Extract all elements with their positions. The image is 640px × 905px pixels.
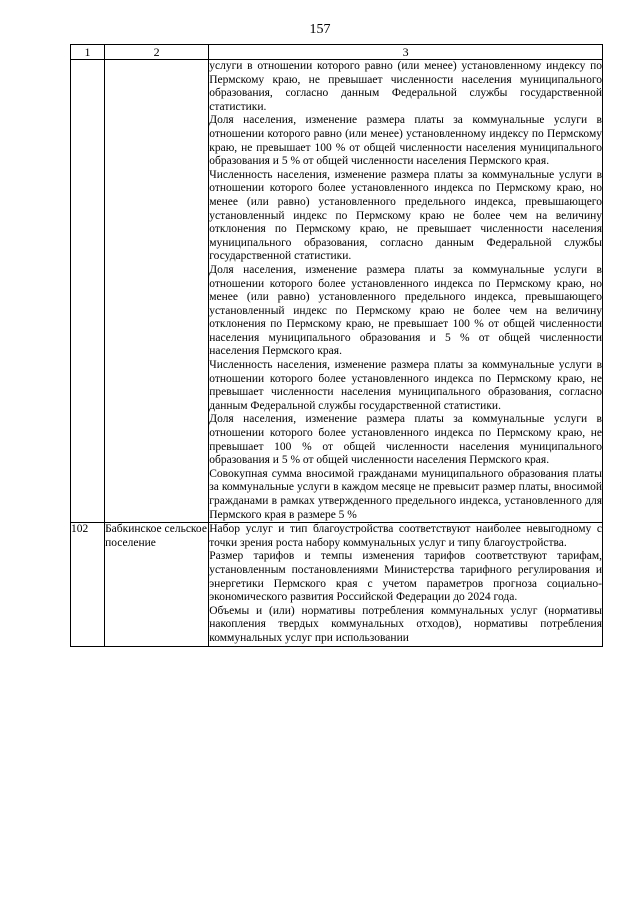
description-paragraph: Набор услуг и тип благоустройства соответствуют наиболее невыгодному с точки зрения роста набору коммунальных услуг и типу благоустройства. xyxy=(209,523,602,549)
settlement-name-cell xyxy=(105,60,209,523)
table-row xyxy=(71,60,603,523)
table-header-row xyxy=(71,45,603,60)
description-paragraph: услуги в отношении которого равно (или менее) установленному индексу по Пермскому краю, не превышает численности населения муниципального образования, согласно данным Федеральной службы государственной статистики. xyxy=(209,60,602,113)
description-paragraph: Доля населения, изменение размера платы за коммунальные услуги в отношении которого более установленного индекса по Пермскому краю, но менее (или равно) установленного предельного индекса, превышающего установленный индекс по Пермскому краю не более чем на величину отклонения по Пермскому краю, не превышает 100 % от общей численности населения муниципального образования и 5 % от общей численности населения Пермского края. xyxy=(209,263,602,358)
table-row xyxy=(71,523,603,646)
description-paragraph: Совокупная сумма вносимой гражданами муниципального образования платы за коммунальные услуги в каждом месяце не превысит размер платы, вносимой гражданами в рамках утвержденного предельного индекса, установленного для Пермского края в размере 5 % xyxy=(209,467,602,521)
description-paragraph: Объемы и (или) нормативы потребления коммунальных услуг (нормативы накопления твердых коммунальных отходов), нормативы потребления коммунальных услуг при использовании xyxy=(209,604,602,644)
settlement-name-cell: Бабкинское сельское поселение xyxy=(105,523,209,646)
document-table xyxy=(70,44,603,647)
row-number-cell xyxy=(71,60,105,523)
row-number-cell: 102 xyxy=(71,523,105,646)
description-paragraph: Численность населения, изменение размера платы за коммунальные услуги в отношении которого более установленного индекса по Пермскому краю, не превышает численности населения муниципального образования, согласно данным Федеральной службы государственной статистики. xyxy=(209,359,602,412)
description-paragraph: Доля населения, изменение размера платы за коммунальные услуги в отношении которого равно (или менее) установленному индексу по Пермскому краю, не превышает 100 % от общей численности населения муниципального образования и 5 % от общей численности населения Пермского края. xyxy=(209,114,602,168)
description-paragraph: Размер тарифов и темпы изменения тарифов соответствуют тарифам, установленным постановлениями Министерства тарифного регулирования и энергетики Пермского края с учетом параметров прогноза социально-экономического развития Российской Федерации до 2024 года. xyxy=(209,550,602,604)
column-header-1: 1 xyxy=(71,45,105,60)
description-paragraph: Доля населения, изменение размера платы за коммунальные услуги в отношении которого более установленного индекса по Пермскому краю, не превышает 100 % от общей численности населения муниципального образования и 5 % от общей численности населения Пермского края. xyxy=(209,413,602,467)
page-number: 157 xyxy=(309,22,331,37)
column-header-3: 3 xyxy=(209,45,603,60)
description-cell xyxy=(209,523,603,646)
description-paragraph: Численность населения, изменение размера платы за коммунальные услуги в отношении которого более установленного индекса по Пермскому краю, но менее (или равно) установленного предельного индекса, превышающего установленный индекс по Пермскому краю не более чем на величину отклонения по Пермскому краю, не превышает численности населения муниципального образования, согласно данным Федеральной службы государственной статистики. xyxy=(209,168,602,263)
column-header-2: 2 xyxy=(105,45,209,60)
description-cell xyxy=(209,60,603,523)
